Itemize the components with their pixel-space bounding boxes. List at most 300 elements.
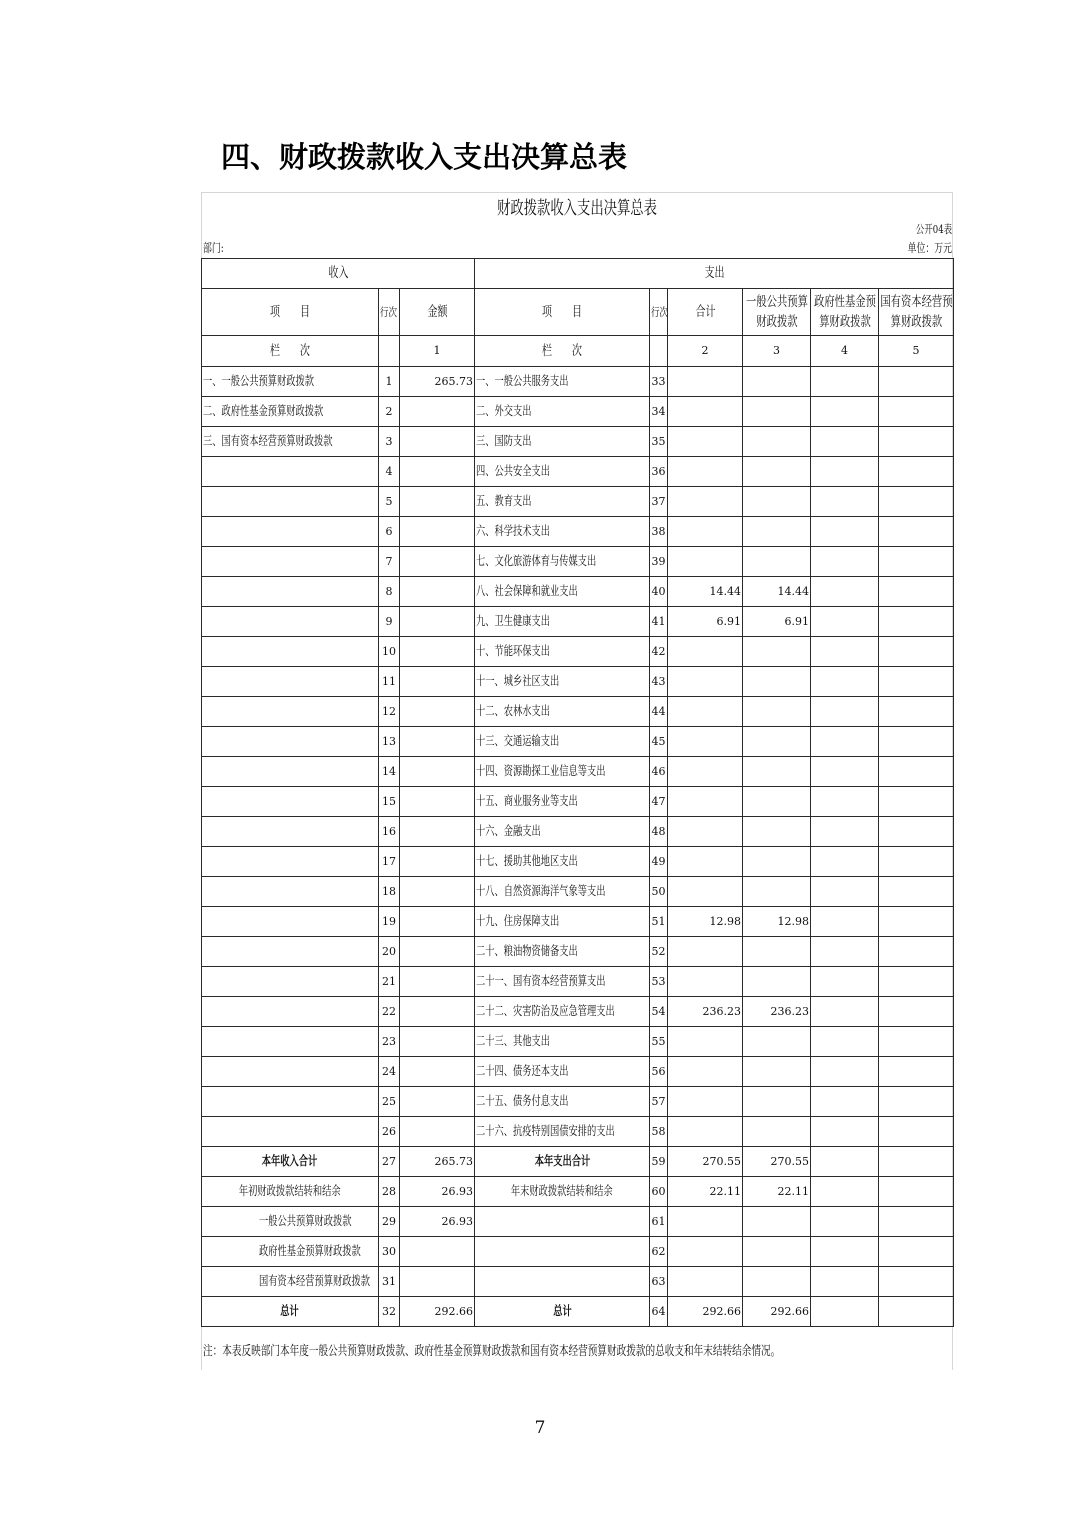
expenditure-total-cell — [668, 847, 743, 877]
income-amount-cell — [400, 607, 475, 637]
general-budget-amount-cell — [743, 937, 811, 967]
expenditure-line-number-cell: 33 — [650, 367, 668, 397]
expenditure-item-cell — [475, 997, 650, 1027]
income-amount-cell — [400, 697, 475, 727]
gov-fund-amount-cell — [811, 757, 879, 787]
income-line-number-cell: 4 — [379, 457, 400, 487]
expenditure-item-cell — [475, 847, 650, 877]
expenditure-line-number-cell: 47 — [650, 787, 668, 817]
income-amount-cell — [400, 877, 475, 907]
income-item-text: 一般公共预算财政拨款 — [259, 1213, 352, 1228]
general-budget-amount-cell — [743, 1207, 811, 1237]
expenditure-line-header — [650, 289, 668, 336]
expenditure-total-cell — [668, 697, 743, 727]
column-number-4: 4 — [811, 336, 879, 367]
income-item-cell — [202, 907, 379, 937]
expenditure-line-number-cell: 57 — [650, 1087, 668, 1117]
expenditure-item-text: 二十六、抗疫特别国债安排的支出 — [476, 1123, 615, 1138]
income-amount-cell — [400, 457, 475, 487]
table-row — [202, 1087, 954, 1117]
expenditure-section-label: 支出 — [704, 265, 725, 281]
general-budget-amount-cell — [743, 847, 811, 877]
expenditure-item-cell — [475, 397, 650, 427]
state-capital-amount-cell — [879, 1297, 954, 1327]
gov-fund-amount-cell — [811, 787, 879, 817]
expenditure-line-number-cell: 54 — [650, 997, 668, 1027]
table-note-text: 注：本表反映部门本年度一般公共预算财政拨款、政府性基金预算财政拨款和国有资本经营预算财政拨款的总收支和年末结转结余情况。 — [203, 1344, 781, 1359]
expenditure-item-text: 一、一般公共服务支出 — [476, 373, 569, 388]
expenditure-item-cell — [475, 1177, 650, 1207]
expenditure-column-index-label — [475, 336, 650, 367]
income-section-header — [202, 259, 475, 289]
general-budget-amount-cell — [743, 877, 811, 907]
expenditure-item-text: 十九、住房保障支出 — [476, 913, 560, 928]
table-row — [202, 667, 954, 697]
expenditure-total-cell — [668, 967, 743, 997]
expenditure-total-cell — [668, 667, 743, 697]
expenditure-item-text: 九、卫生健康支出 — [476, 613, 551, 628]
expenditure-total-cell — [668, 487, 743, 517]
income-item-text: 年初财政拨款结转和结余 — [239, 1183, 341, 1198]
table-row — [202, 577, 954, 607]
income-line-number-cell: 28 — [379, 1177, 400, 1207]
table-row — [202, 1267, 954, 1297]
gov-fund-amount-cell — [811, 577, 879, 607]
income-amount-cell — [400, 907, 475, 937]
income-line-number-cell: 12 — [379, 697, 400, 727]
general-budget-amount-cell — [743, 457, 811, 487]
expenditure-total-cell — [668, 757, 743, 787]
income-amount-cell — [400, 1057, 475, 1087]
income-amount-cell — [400, 637, 475, 667]
expenditure-total-cell — [668, 1027, 743, 1057]
expenditure-item-cell — [475, 877, 650, 907]
expenditure-item-text: 十三、交通运输支出 — [476, 733, 560, 748]
expenditure-item-text: 二十二、灾害防治及应急管理支出 — [476, 1003, 615, 1018]
table-row — [202, 1147, 954, 1177]
income-line-number-cell: 13 — [379, 727, 400, 757]
appropriation-summary-table — [201, 258, 954, 1327]
expenditure-total-cell — [668, 817, 743, 847]
state-capital-amount-cell — [879, 1057, 954, 1087]
form-code — [201, 221, 952, 236]
state-capital-header-text: 国有资本经营预算财政拨款 — [880, 294, 953, 330]
general-budget-amount-cell — [743, 397, 811, 427]
table-row — [202, 997, 954, 1027]
income-line-number-cell: 8 — [379, 577, 400, 607]
expenditure-line-number-cell: 53 — [650, 967, 668, 997]
state-capital-amount-cell — [879, 427, 954, 457]
income-column-index-label — [202, 336, 379, 367]
income-item-cell — [202, 757, 379, 787]
unit-label-text: 单位：万元 — [907, 241, 952, 255]
state-capital-amount-cell — [879, 397, 954, 427]
income-item-cell — [202, 487, 379, 517]
expenditure-line-number-cell: 36 — [650, 457, 668, 487]
income-item-text: 三、国有资本经营预算财政拨款 — [203, 433, 333, 448]
expenditure-item-cell — [475, 1147, 650, 1177]
general-budget-amount-cell — [743, 1087, 811, 1117]
general-budget-amount-cell — [743, 517, 811, 547]
expenditure-item-cell — [475, 607, 650, 637]
expenditure-item-text: 二、外交支出 — [476, 403, 532, 418]
general-budget-amount-cell — [743, 817, 811, 847]
income-item-cell — [202, 607, 379, 637]
table-row — [202, 1297, 954, 1327]
income-line-number-cell: 31 — [379, 1267, 400, 1297]
state-capital-header — [879, 289, 954, 336]
expenditure-total-cell — [668, 1207, 743, 1237]
income-line-number-cell: 7 — [379, 547, 400, 577]
expenditure-column-index-text: 栏 次 — [542, 342, 582, 359]
expenditure-line-number-cell: 50 — [650, 877, 668, 907]
state-capital-amount-cell — [879, 1117, 954, 1147]
income-line-number-cell: 9 — [379, 607, 400, 637]
expenditure-line-number-cell: 63 — [650, 1267, 668, 1297]
expenditure-line-number-cell: 41 — [650, 607, 668, 637]
gov-fund-amount-cell — [811, 817, 879, 847]
expenditure-item-text: 六、科学技术支出 — [476, 523, 551, 538]
general-budget-amount-cell: 292.66 — [743, 1297, 811, 1327]
expenditure-total-cell — [668, 637, 743, 667]
expenditure-line-number-cell: 59 — [650, 1147, 668, 1177]
table-row — [202, 397, 954, 427]
state-capital-amount-cell — [879, 1267, 954, 1297]
table-row — [202, 877, 954, 907]
table-row — [202, 457, 954, 487]
general-budget-amount-cell — [743, 787, 811, 817]
table-row — [202, 937, 954, 967]
income-line-number-cell: 25 — [379, 1087, 400, 1117]
income-item-cell — [202, 1087, 379, 1117]
income-line-number-cell: 2 — [379, 397, 400, 427]
expenditure-total-cell — [668, 1267, 743, 1297]
state-capital-amount-cell — [879, 1027, 954, 1057]
expenditure-item-cell — [475, 547, 650, 577]
expenditure-total-cell — [668, 877, 743, 907]
expenditure-item-text: 本年支出合计 — [534, 1153, 590, 1168]
empty-cell — [379, 336, 400, 367]
table-row — [202, 367, 954, 397]
state-capital-amount-cell — [879, 907, 954, 937]
income-item-cell — [202, 967, 379, 997]
table-row — [202, 697, 954, 727]
income-item-cell — [202, 457, 379, 487]
expenditure-line-number-cell: 44 — [650, 697, 668, 727]
income-item-text: 国有资本经营预算财政拨款 — [259, 1273, 371, 1288]
state-capital-amount-cell — [879, 697, 954, 727]
expenditure-line-number-cell: 46 — [650, 757, 668, 787]
income-amount-header — [400, 289, 475, 336]
income-amount-cell — [400, 397, 475, 427]
income-item-text: 政府性基金预算财政拨款 — [259, 1243, 361, 1258]
state-capital-amount-cell — [879, 847, 954, 877]
general-budget-amount-cell — [743, 1267, 811, 1297]
general-budget-amount-cell: 6.91 — [743, 607, 811, 637]
general-budget-amount-cell — [743, 1057, 811, 1087]
table-row — [202, 787, 954, 817]
general-budget-amount-cell — [743, 487, 811, 517]
income-amount-cell — [400, 817, 475, 847]
expenditure-item-text: 八、社会保障和就业支出 — [476, 583, 578, 598]
expenditure-total-cell — [668, 517, 743, 547]
income-amount-cell — [400, 427, 475, 457]
expenditure-line-number-cell: 45 — [650, 727, 668, 757]
table-row — [202, 1027, 954, 1057]
income-amount-cell: 26.93 — [400, 1207, 475, 1237]
expenditure-item-cell — [475, 787, 650, 817]
income-item-cell — [202, 1297, 379, 1327]
state-capital-amount-cell — [879, 817, 954, 847]
expenditure-line-number-cell: 51 — [650, 907, 668, 937]
income-line-number-cell: 27 — [379, 1147, 400, 1177]
expenditure-total-cell: 270.55 — [668, 1147, 743, 1177]
general-budget-amount-cell — [743, 667, 811, 697]
column-number-3: 3 — [743, 336, 811, 367]
state-capital-amount-cell — [879, 877, 954, 907]
expenditure-item-text: 二十四、债务还本支出 — [476, 1063, 569, 1078]
expenditure-total-cell — [668, 1057, 743, 1087]
gov-fund-amount-cell — [811, 1117, 879, 1147]
income-amount-cell: 265.73 — [400, 1147, 475, 1177]
expenditure-total-cell: 6.91 — [668, 607, 743, 637]
expenditure-item-header — [475, 289, 650, 336]
gov-fund-amount-cell — [811, 457, 879, 487]
expenditure-line-number-cell: 42 — [650, 637, 668, 667]
general-budget-amount-cell: 236.23 — [743, 997, 811, 1027]
expenditure-item-cell — [475, 1207, 650, 1237]
state-capital-amount-cell — [879, 1237, 954, 1267]
income-line-number-cell: 15 — [379, 787, 400, 817]
state-capital-amount-cell — [879, 787, 954, 817]
expenditure-item-cell — [475, 457, 650, 487]
income-item-cell — [202, 787, 379, 817]
expenditure-item-text: 十八、自然资源海洋气象等支出 — [476, 883, 606, 898]
expenditure-line-number-cell: 40 — [650, 577, 668, 607]
gov-fund-amount-cell — [811, 697, 879, 727]
income-line-number-cell: 19 — [379, 907, 400, 937]
expenditure-item-cell — [475, 577, 650, 607]
state-capital-amount-cell — [879, 757, 954, 787]
expenditure-item-cell — [475, 1057, 650, 1087]
gov-fund-amount-cell — [811, 667, 879, 697]
income-item-cell — [202, 727, 379, 757]
income-item-cell — [202, 1027, 379, 1057]
general-budget-amount-cell — [743, 547, 811, 577]
income-item-cell — [202, 577, 379, 607]
income-item-cell — [202, 1057, 379, 1087]
income-item-header-text: 项 目 — [270, 303, 310, 320]
general-budget-amount-cell — [743, 1117, 811, 1147]
income-item-cell — [202, 667, 379, 697]
table-row — [202, 847, 954, 877]
expenditure-line-number-cell: 37 — [650, 487, 668, 517]
expenditure-line-number-cell: 64 — [650, 1297, 668, 1327]
income-amount-cell — [400, 727, 475, 757]
general-budget-header-text: 一般公共预算财政拨款 — [746, 294, 808, 330]
department-label-text: 部门: — [203, 241, 224, 255]
expenditure-item-cell — [475, 517, 650, 547]
expenditure-item-cell — [475, 427, 650, 457]
income-line-number-cell: 5 — [379, 487, 400, 517]
state-capital-amount-cell — [879, 1087, 954, 1117]
state-capital-amount-cell — [879, 457, 954, 487]
income-line-number-cell: 26 — [379, 1117, 400, 1147]
income-item-text: 二、政府性基金预算财政拨款 — [203, 403, 324, 418]
expenditure-total-cell — [668, 427, 743, 457]
income-amount-cell — [400, 517, 475, 547]
income-item-text: 一、一般公共预算财政拨款 — [203, 373, 315, 388]
section-heading: 四、财政拨款收入支出决算总表 — [221, 140, 628, 174]
income-line-number-cell: 10 — [379, 637, 400, 667]
income-item-cell — [202, 367, 379, 397]
state-capital-amount-cell — [879, 547, 954, 577]
expenditure-total-cell: 14.44 — [668, 577, 743, 607]
expenditure-line-number-cell: 38 — [650, 517, 668, 547]
income-amount-cell — [400, 547, 475, 577]
state-capital-amount-cell — [879, 937, 954, 967]
gov-fund-header — [811, 289, 879, 336]
unit-label — [201, 240, 952, 255]
general-budget-amount-cell — [743, 967, 811, 997]
expenditure-item-text: 二十三、其他支出 — [476, 1033, 551, 1048]
income-item-cell — [202, 1117, 379, 1147]
expenditure-section-header — [475, 259, 954, 289]
income-line-number-cell: 16 — [379, 817, 400, 847]
income-amount-cell — [400, 757, 475, 787]
expenditure-total-cell — [668, 937, 743, 967]
income-amount-cell — [400, 1267, 475, 1297]
expenditure-total-cell: 22.11 — [668, 1177, 743, 1207]
expenditure-item-text: 十五、商业服务业等支出 — [476, 793, 578, 808]
gov-fund-amount-cell — [811, 637, 879, 667]
gov-fund-amount-cell — [811, 1267, 879, 1297]
table-row — [202, 427, 954, 457]
gov-fund-amount-cell — [811, 1087, 879, 1117]
income-line-number-cell: 6 — [379, 517, 400, 547]
expenditure-total-cell — [668, 727, 743, 757]
expenditure-line-number-cell: 43 — [650, 667, 668, 697]
state-capital-amount-cell — [879, 367, 954, 397]
general-budget-amount-cell: 22.11 — [743, 1177, 811, 1207]
state-capital-amount-cell — [879, 637, 954, 667]
expenditure-item-cell — [475, 637, 650, 667]
expenditure-total-cell: 292.66 — [668, 1297, 743, 1327]
header-row-columns — [202, 289, 954, 336]
income-amount-cell — [400, 1237, 475, 1267]
income-item-cell — [202, 697, 379, 727]
general-budget-amount-cell — [743, 1027, 811, 1057]
gov-fund-amount-cell — [811, 1177, 879, 1207]
expenditure-item-cell — [475, 817, 650, 847]
expenditure-total-cell — [668, 1237, 743, 1267]
income-item-cell — [202, 1237, 379, 1267]
income-amount-header-text: 金额 — [427, 303, 447, 320]
state-capital-amount-cell — [879, 1177, 954, 1207]
expenditure-total-header — [668, 289, 743, 336]
income-item-header — [202, 289, 379, 336]
expenditure-item-cell — [475, 1267, 650, 1297]
income-item-text: 总计 — [280, 1303, 300, 1318]
expenditure-line-number-cell: 48 — [650, 817, 668, 847]
income-amount-cell — [400, 667, 475, 697]
general-budget-amount-cell — [743, 637, 811, 667]
general-budget-header — [743, 289, 811, 336]
state-capital-amount-cell — [879, 967, 954, 997]
income-item-cell — [202, 637, 379, 667]
income-item-text: 本年收入合计 — [262, 1153, 318, 1168]
expenditure-line-number-cell: 52 — [650, 937, 668, 967]
general-budget-amount-cell — [743, 367, 811, 397]
table-row — [202, 637, 954, 667]
income-line-number-cell: 17 — [379, 847, 400, 877]
income-item-cell — [202, 817, 379, 847]
state-capital-amount-cell — [879, 1207, 954, 1237]
income-line-number-cell: 32 — [379, 1297, 400, 1327]
income-amount-cell — [400, 937, 475, 967]
general-budget-amount-cell: 12.98 — [743, 907, 811, 937]
column-number-1: 1 — [400, 336, 475, 367]
table-row — [202, 907, 954, 937]
table-row — [202, 757, 954, 787]
table-row — [202, 1177, 954, 1207]
income-item-cell — [202, 547, 379, 577]
expenditure-total-cell — [668, 1087, 743, 1117]
expenditure-item-cell — [475, 667, 650, 697]
gov-fund-amount-cell — [811, 997, 879, 1027]
expenditure-item-cell — [475, 907, 650, 937]
state-capital-amount-cell — [879, 607, 954, 637]
income-amount-cell — [400, 1087, 475, 1117]
gov-fund-amount-cell — [811, 487, 879, 517]
income-line-number-cell: 18 — [379, 877, 400, 907]
expenditure-item-cell — [475, 967, 650, 997]
expenditure-item-cell — [475, 757, 650, 787]
expenditure-line-number-cell: 61 — [650, 1207, 668, 1237]
expenditure-item-text: 二十、粮油物资储备支出 — [476, 943, 578, 958]
income-item-cell — [202, 1177, 379, 1207]
expenditure-line-number-cell: 62 — [650, 1237, 668, 1267]
gov-fund-amount-cell — [811, 397, 879, 427]
gov-fund-amount-cell — [811, 517, 879, 547]
gov-fund-amount-cell — [811, 1057, 879, 1087]
gov-fund-amount-cell — [811, 937, 879, 967]
table-row — [202, 547, 954, 577]
expenditure-item-cell — [475, 1237, 650, 1267]
expenditure-item-text: 年末财政拨款结转和结余 — [511, 1183, 613, 1198]
expenditure-item-header-text: 项 目 — [542, 303, 582, 320]
expenditure-item-cell — [475, 367, 650, 397]
expenditure-total-cell — [668, 787, 743, 817]
gov-fund-amount-cell — [811, 1207, 879, 1237]
income-item-cell — [202, 1147, 379, 1177]
income-line-header — [379, 289, 400, 336]
expenditure-line-number-cell: 34 — [650, 397, 668, 427]
income-line-number-cell: 23 — [379, 1027, 400, 1057]
page-number: 7 — [534, 1418, 546, 1438]
gov-fund-amount-cell — [811, 967, 879, 997]
state-capital-amount-cell — [879, 487, 954, 517]
gov-fund-amount-cell — [811, 727, 879, 757]
table-row — [202, 967, 954, 997]
income-line-number-cell: 21 — [379, 967, 400, 997]
gov-fund-amount-cell — [811, 367, 879, 397]
gov-fund-header-text: 政府性基金预算财政拨款 — [814, 294, 876, 330]
expenditure-item-text: 十四、资源勘探工业信息等支出 — [476, 763, 606, 778]
expenditure-line-number-cell: 35 — [650, 427, 668, 457]
income-line-number-cell: 11 — [379, 667, 400, 697]
income-item-cell — [202, 1207, 379, 1237]
